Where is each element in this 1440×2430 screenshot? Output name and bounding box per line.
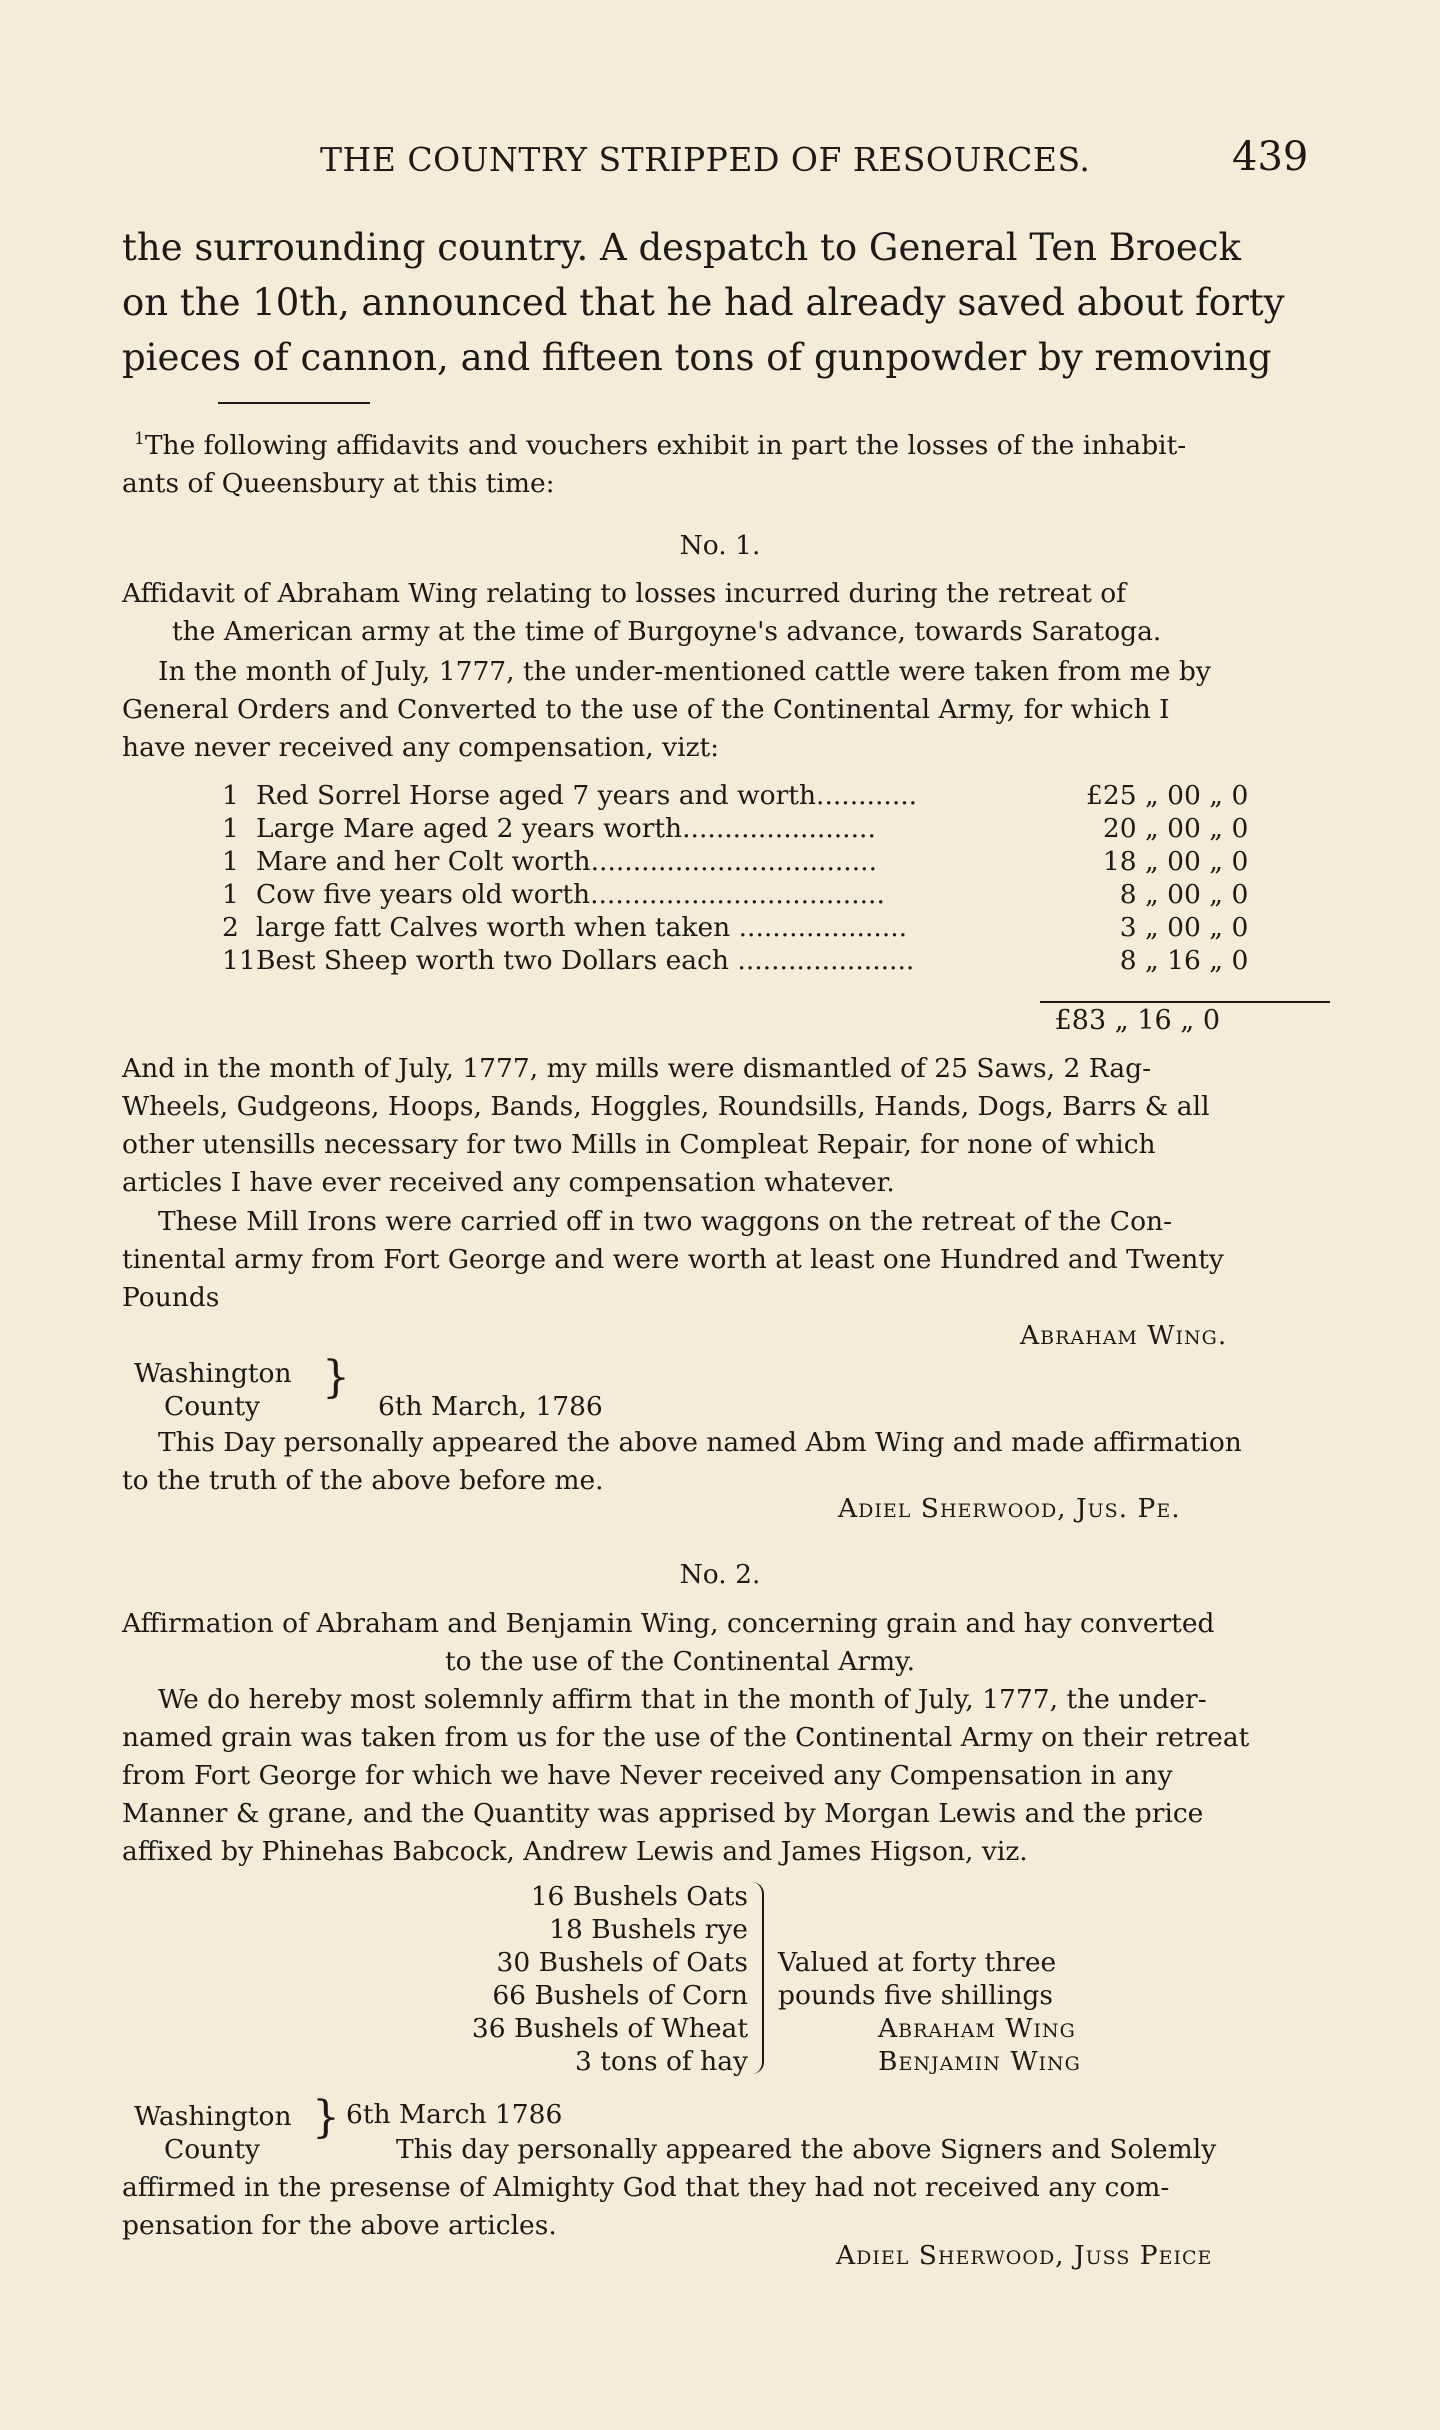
- justice-signature-2: Adiel Sherwood, Juss Peice: [836, 2240, 1213, 2271]
- item-amount: £25 „ 00 „ 0: [1086, 780, 1249, 811]
- para-line: named grain was taken from us for the use of the Continental Army on their retreat: [122, 1722, 1250, 1753]
- valuation-line: pounds five shillings: [778, 1980, 1053, 2011]
- place-county: County: [164, 1391, 260, 1422]
- list-item: [222, 779, 1248, 812]
- list-item: [222, 911, 1248, 944]
- para-line: tinental army from Fort George and were worth at least one Hundred and Twenty: [122, 1244, 1224, 1275]
- cattle-paragraph: [122, 653, 1318, 767]
- item-amount: 8 „ 00 „ 0: [1119, 879, 1249, 910]
- item-desc: Best Sheep worth two Dollars each .....................: [256, 945, 915, 976]
- item-desc: Red Sorrel Horse aged 7 years and worth............: [256, 780, 918, 811]
- list-item: 3 tons of hay: [574, 2046, 748, 2077]
- irons-paragraph: [122, 1203, 1318, 1317]
- footnote-rule: [218, 402, 370, 404]
- grain-list: [448, 1880, 748, 2078]
- item-desc: large fatt Calves worth when taken ....................: [256, 912, 908, 943]
- item-qty: 1: [222, 879, 239, 910]
- item-desc: Mare and her Colt worth..................................: [256, 846, 878, 877]
- item-qty: 1: [222, 846, 239, 877]
- list-item: [222, 944, 1248, 977]
- footnote-intro: [122, 420, 1318, 503]
- affidavit-date: 6th March, 1786: [378, 1391, 603, 1422]
- item-qty: 1: [222, 813, 239, 844]
- list-item: [222, 845, 1248, 878]
- item-desc: Large Mare aged 2 years worth.......................: [256, 813, 876, 844]
- footnote-marker: 1: [134, 429, 145, 449]
- footnote-intro-line: ants of Queensbury at this time:: [122, 467, 555, 499]
- item-desc: Cow five years old worth...................................: [256, 879, 885, 910]
- footnote-intro-line: The following affidavits and vouchers exhibit in part the losses of the inhabit-: [144, 429, 1187, 461]
- list-item: 16 Bushels Oats: [530, 1881, 748, 1912]
- para-line: affirmed in the presense of Almighty God that they had not received any com-: [122, 2172, 1170, 2203]
- item-amount: 3 „ 00 „ 0: [1119, 912, 1249, 943]
- running-header: THE COUNTRY STRIPPED OF RESOURCES.: [320, 140, 1091, 179]
- place-county-2: County: [164, 2134, 260, 2165]
- signature-abraham-wing: Abraham Wing.: [1020, 1320, 1228, 1351]
- cattle-list: [222, 779, 1248, 977]
- para-line: In the month of July, 1777, the under-mentioned cattle were taken from me by: [158, 656, 1211, 687]
- section-heading-no1: No. 1.: [679, 530, 761, 561]
- affidavit-title-line: the American army at the time of Burgoyne's advance, towards Saratoga.: [172, 616, 1162, 647]
- total-rule: [1040, 1001, 1330, 1003]
- justice-signature: Adiel Sherwood, Jus. Pe.: [838, 1493, 1181, 1524]
- mills-paragraph: [122, 1050, 1318, 1202]
- item-qty: 2: [222, 912, 239, 943]
- affirmation-date: 6th March 1786: [346, 2099, 563, 2130]
- para-line: Manner & grane, and the Quantity was apprised by Morgan Lewis and the price: [122, 1798, 1204, 1829]
- list-item: [222, 812, 1248, 845]
- list-item: 30 Bushels of Oats: [496, 1947, 748, 1978]
- grain-valuation: [778, 1946, 1081, 2078]
- affirmation-title: [122, 1605, 1318, 1681]
- page-number: 439: [1232, 134, 1309, 180]
- grain-paragraph: [122, 1681, 1318, 1871]
- valuation-line: Valued at forty three: [778, 1947, 1057, 1978]
- affidavit-title-line: Affidavit of Abraham Wing relating to losses incurred during the retreat of: [122, 578, 1126, 609]
- signer-benjamin: Benjamin Wing: [878, 2046, 1081, 2077]
- item-amount: 18 „ 00 „ 0: [1102, 846, 1249, 877]
- para-line: pensation for the above articles.: [122, 2210, 557, 2241]
- total-amount: £83 „ 16 „ 0: [1054, 1005, 1220, 1036]
- para-line: other utensills necessary for two Mills in Compleat Repair, for none of which: [122, 1129, 1156, 1160]
- body-line: on the 10th, announced that he had already saved about forty: [122, 281, 1285, 324]
- closing-line: This day personally appeared the above Signers and Solemly: [396, 2134, 1217, 2165]
- body-line: pieces of cannon, and fifteen tons of gunpowder by removing: [122, 336, 1272, 379]
- body-line: the surrounding country. A despatch to General Ten Broeck: [122, 226, 1241, 269]
- item-qty: 11: [222, 945, 256, 976]
- brace-icon: }: [322, 1352, 350, 1403]
- para-line: And in the month of July, 1777, my mills were dismantled of 25 Saws, 2 Rag-: [122, 1053, 1152, 1084]
- list-item: 36 Bushels of Wheat: [471, 2013, 748, 2044]
- item-amount: 8 „ 16 „ 0: [1119, 945, 1249, 976]
- para-line: We do hereby most solemnly affirm that in the month of July, 1777, the under-: [158, 1684, 1207, 1715]
- grain-brace: [748, 1882, 764, 2074]
- brace-icon: }: [312, 2092, 340, 2143]
- affidavit-title: [122, 575, 1318, 651]
- item-qty: 1: [222, 780, 239, 811]
- para-line: have never received any compensation, vizt:: [122, 732, 720, 763]
- body-text: [122, 220, 1318, 385]
- closing-paragraph: [122, 2169, 1318, 2245]
- para-line: from Fort George for which we have Never received any Compensation in any: [122, 1760, 1173, 1791]
- affirmation-title-line: Affirmation of Abraham and Benjamin Wing, concerning grain and hay converted: [122, 1608, 1215, 1639]
- list-item: 18 Bushels rye: [549, 1914, 748, 1945]
- place-washington-2: Washington: [134, 2101, 292, 2132]
- affirmation-title-line: to the use of the Continental Army.: [444, 1646, 916, 1677]
- para-line: These Mill Irons were carried off in two waggons on the retreat of the Con-: [158, 1206, 1173, 1237]
- affirmation-paragraph: [122, 1424, 1318, 1500]
- para-line: Wheels, Gudgeons, Hoops, Bands, Hoggles, Roundsills, Hands, Dogs, Barrs & all: [122, 1091, 1210, 1122]
- list-item: 66 Bushels of Corn: [492, 1980, 748, 2011]
- place-washington: Washington: [134, 1358, 292, 1389]
- para-line: articles I have ever received any compensation whatever.: [122, 1167, 895, 1198]
- list-item: [222, 878, 1248, 911]
- para-line: Pounds: [122, 1282, 220, 1313]
- signer-abraham: Abraham Wing: [878, 2013, 1076, 2044]
- para-line: General Orders and Converted to the use of the Continental Army, for which I: [122, 694, 1170, 725]
- para-line: affixed by Phinehas Babcock, Andrew Lewis and James Higson, viz.: [122, 1836, 1028, 1867]
- section-heading-no2: No. 2.: [679, 1559, 761, 1590]
- para-line: This Day personally appeared the above named Abm Wing and made affirmation: [158, 1427, 1242, 1458]
- para-line: to the truth of the above before me.: [122, 1465, 604, 1496]
- item-amount: 20 „ 00 „ 0: [1102, 813, 1249, 844]
